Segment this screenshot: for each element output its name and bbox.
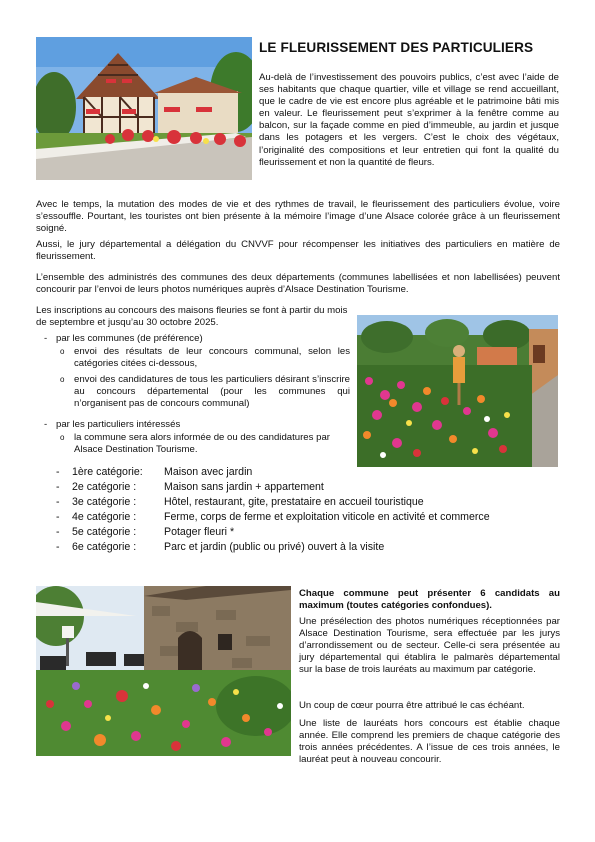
- category-row: [56, 480, 556, 494]
- category-row: [56, 495, 556, 509]
- category-description: Potager fleuri *: [164, 526, 235, 538]
- dash-marker: -: [44, 333, 48, 344]
- category-row: [56, 525, 556, 539]
- dash-marker: -: [56, 526, 60, 538]
- paragraph-jury: Aussi, le jury départemental a délégation du CNVVF pour récompenser les initiatives des particuliers en matière de fleurissement.: [36, 239, 560, 263]
- paragraph-max-candidates: Chaque commune peut présenter 6 candidats au maximum (toutes catégories confondues).: [299, 588, 560, 612]
- category-description: Parc et jardin (public ou privé) ouvert à la visite: [164, 541, 385, 553]
- category-description: Maison avec jardin: [164, 466, 253, 478]
- sub-bullet-text: envoi des candidatures de tous les particuliers désirant s’inscrire au concours départemental (pour les communes qui n’organisent pas de concours communal): [74, 374, 350, 410]
- bullet-individuals-label: par les particuliers intéressés: [56, 419, 181, 430]
- photo-stone-house-terrace: [36, 586, 291, 756]
- page-title: LE FLEURISSEMENT DES PARTICULIERS: [259, 40, 534, 55]
- bullet-communes-label: par les communes (de préférence): [56, 333, 203, 344]
- dash-marker: -: [56, 496, 60, 508]
- category-description: Maison sans jardin + appartement: [164, 481, 324, 493]
- category-row: [56, 465, 556, 479]
- paragraph-inscriptions: Les inscriptions au concours des maisons fleuries se font à partir du mois de septembre et jusqu’au 30 octobre 2025.: [36, 305, 348, 329]
- category-name: 3e catégorie :: [72, 496, 137, 508]
- paragraph-participants: L’ensemble des administrés des communes des deux départements (communes labellisées et non labellisées) peuvent concourir par l’envoi de leurs photos numériques auprès d’Alsace Destination Tourisme.: [36, 272, 560, 296]
- circle-marker: o: [60, 347, 65, 356]
- category-name: 4e catégorie :: [72, 511, 137, 523]
- category-description: Ferme, corps de ferme et exploitation viticole en activité et commerce: [164, 511, 490, 523]
- paragraph-evolution: Avec le temps, la mutation des modes de vie et des rythmes de travail, le fleurissement des particuliers évolue, voire s’essouffle. Pourtant, les touristes ont bien présente à la mémoire l’image d’une Alsace colorée grâce à un fleurissement soigné.: [36, 199, 560, 235]
- circle-marker: o: [60, 433, 65, 442]
- dash-marker: -: [56, 511, 60, 523]
- photo-flowered-house: [36, 37, 252, 180]
- category-name: 6e catégorie :: [72, 541, 137, 553]
- circle-marker: o: [60, 375, 65, 384]
- paragraph-hors-concours: Une liste de lauréats hors concours est établie chaque année. Elle comprend les premiers de chaque catégorie des trois années précédentes. A l’issue de ces trois années, le lauréat peut à nouveau concourir.: [299, 718, 560, 766]
- dash-marker: -: [56, 466, 60, 478]
- dash-marker: -: [44, 419, 48, 430]
- sub-bullet-text: la commune sera alors informée de ou des candidatures par Alsace Destination Tourisme.: [74, 432, 330, 456]
- paragraph-preselection: Une présélection des photos numériques réceptionnées par Alsace Destination Tourisme, sera effectuée par les jurys d’arrondissement ou de secteur. Celle-ci sera présentée au jury départemental qui établira le palmarès départemental sur la base de trois lauréats au maximum par catégorie.: [299, 616, 560, 676]
- category-name: 1ère catégorie:: [72, 466, 143, 478]
- dash-marker: -: [56, 541, 60, 553]
- paragraph-coup-de-coeur: Un coup de cœur pourra être attribué le cas échéant.: [299, 700, 525, 711]
- category-row: [56, 510, 556, 524]
- category-name: 5e catégorie :: [72, 526, 137, 538]
- photo-flower-garden: [357, 315, 558, 467]
- intro-paragraph: Au-delà de l’investissement des pouvoirs publics, c’est avec l’aide de ses habitants que chaque quartier, ville et village se rend accueillant, que le cadre de vie est encore plus agréable et le patrimoine bâti mis en valeur. Le fleurissement peut s’exprimer à la fenêtre comme au balcon, sur la façade comme en pied d’immeuble, au jardin et jusque dans les potagers et les vergers. C’est le choix des végétaux, l’originalité des compositions et leur entretien qui font la qualité du fleurissement et non la quantité de fleurs.: [259, 72, 559, 168]
- dash-marker: -: [56, 481, 60, 493]
- category-description: Hôtel, restaurant, gite, prestataire en accueil touristique: [164, 496, 424, 508]
- category-name: 2e catégorie :: [72, 481, 137, 493]
- sub-bullet-text: envoi des résultats de leur concours communal, selon les catégories citées ci-dessous,: [74, 346, 350, 370]
- category-row: [56, 540, 556, 554]
